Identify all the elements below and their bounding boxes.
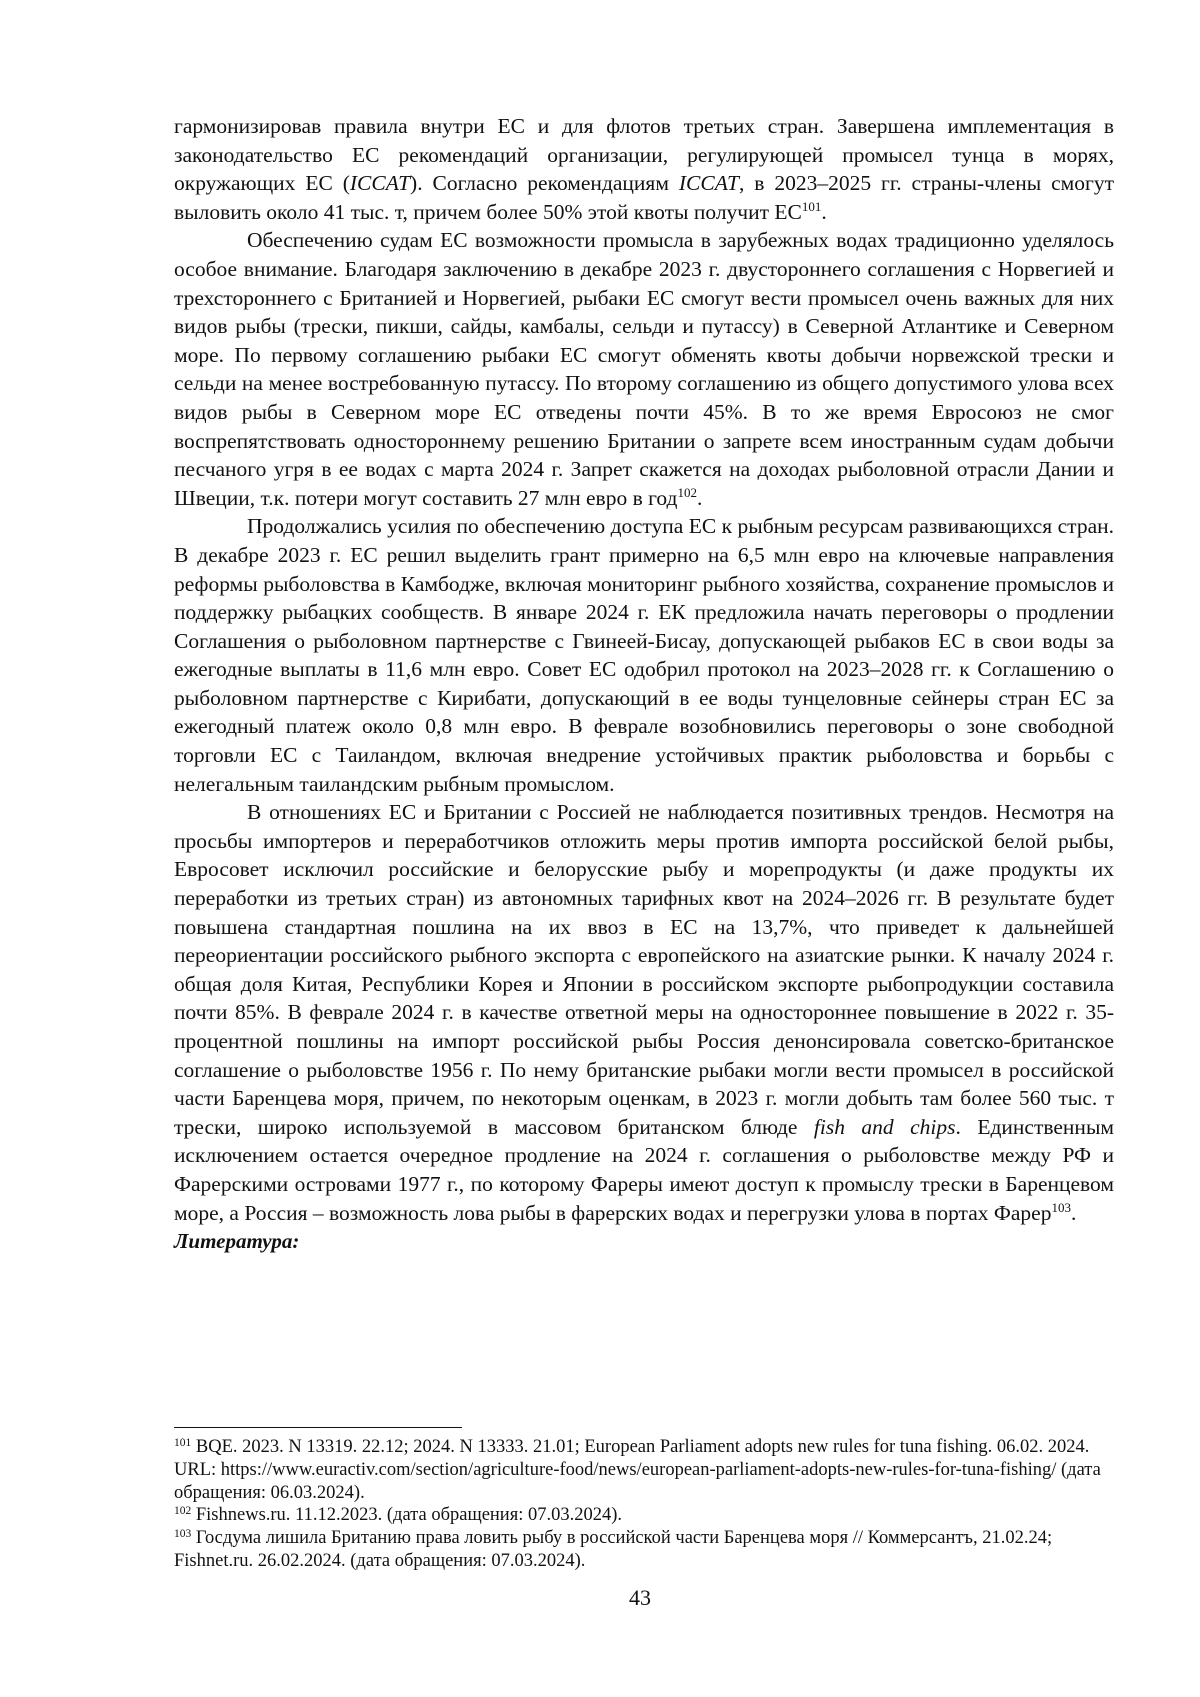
iccat-term: ICCAT [678, 171, 739, 196]
footnote-text: Fishnews.ru. 11.12.2023. (дата обращения: 07.03.2024). [191, 1505, 623, 1526]
footnote-text: BQE. 2023. N 13319. 22.12; 2024. N 13333. 21.01; European Parliament adopts new rules for tuna fishing. 06.02. 2024. URL: https://www.euractiv.com/section/agriculture-food/news/european-parliament-adopts-new-rules-for-tuna-fishing/ (дата обращения: 06.03.2024). [174, 1437, 1101, 1503]
iccat-term: ICCAT [349, 171, 411, 196]
paragraph-text: В отношениях ЕС и Британии с Россией не наблюдается позитивных трендов. Несмотря на просьбы импортеров и переработчиков отложить меры против импорта российской белой рыбы, Евросовет исключил российские и белорусские рыбу и морепродукты (и даже продукты их переработки из третьих стран) из автономных тарифных квот на 2024–2026 гг. В результате будет повышена стандартная пошлина на их ввоз в ЕС на 13,7%, что приведет к дальнейшей переориентации российского рыбного экспорта с европейского на азиатские рынки. К началу 2024 г. общая доля Китая, Республики Корея и Японии в российском экспорте рыбопродукции составила почти 85%. В феврале 2024 г. в качестве ответной меры на одностороннее повышение в 2022 г. 35-процентной пошлины на импорт российской рыбы Россия денонсировала советско-британское соглашение о рыболовстве 1956 г. По нему британские рыбаки могли вести промысел в российской части Баренцева моря, причем, по некоторым оценкам, в 2023 г. могли добыть там более 560 тыс. т трески, широко используемой в массовом британском блюде [174, 800, 1114, 1139]
footnote-ref-103[interactable]: 103 [1051, 1199, 1071, 1215]
footnote-102 [174, 1504, 1114, 1527]
paragraph-developing-countries [174, 512, 1114, 798]
paragraph-russia-relations [174, 798, 1114, 1227]
paragraph-text: Продолжались усилия по обеспечению доступа ЕС к рыбным ресурсам развивающихся стран. В декабре 2023 г. ЕС решил выделить грант примерно на 6,5 млн евро на ключевые направления реформы рыболовства в Камбодже, включая мониторинг рыбного хозяйства, сохранение промыслов и поддержку рыбацких сообществ. В январе 2024 г. ЕК предложила начать переговоры о продлении Соглашения о рыболовном партнерстве с Гвинеей-Бисау, допускающей рыбаков ЕС в свои воды за ежегодные выплаты в 11,6 млн евро. Совет ЕС одобрил протокол на 2023–2028 гг. к Соглашению о рыболовном партнерстве с Кирибати, допускающий в ее воды тунцеловные сейнеры стран ЕС за ежегодный платеж около 0,8 млн евро. В феврале возобновились переговоры о зоне свободной торговли ЕС с Таиландом, включая внедрение устойчивых практик рыболовства и борьбы с нелегальным таиландским рыбным промыслом. [174, 514, 1114, 796]
footnote-separator [174, 1427, 462, 1428]
footnote-text: Госдума лишила Британию права ловить рыбу в российской части Баренцева моря // Коммерсантъ, 21.02.24; Fishnet.ru. 26.02.2024. (дата обращения: 07.03.2024). [174, 1528, 1053, 1571]
fish-and-chips-term: fish and chips [813, 1114, 956, 1139]
paragraph-text: , в 2023–2025 гг. страны-члены смогут выловить около 41 тыс. т, причем более 50% этой квоты получит ЕС [174, 171, 1114, 224]
paragraph-text: гармонизировав правила внутри ЕС и для флотов третьих стран. Завершена имплементация в законодательство ЕС рекомендаций организации, регулирующей промысел тунца в морях, окружающих ЕС ( [174, 114, 1114, 196]
paragraph-text: . Единственным исключением остается очередное продление на 2024 г. соглашения о рыболовстве между РФ и Фарерскими островами 1977 г., по которому Фареры имеют доступ к промыслу трески в Баренцевом море, а Россия – возможность лова рыбы в фарерских водах и перегрузки улова в портах Фарер [174, 1114, 1114, 1225]
paragraph-tail: . [696, 485, 703, 510]
footnotes [174, 1436, 1114, 1573]
footnote-103 [174, 1527, 1114, 1573]
literature-heading: Литература: [174, 1229, 300, 1254]
paragraph-text: ). Согласно рекомендациям [410, 171, 679, 196]
footnote-number: 102 [174, 1505, 192, 1518]
paragraph-text: Обеспечению судам ЕС возможности промысла в зарубежных водах традиционно уделялось особое внимание. Благодаря заключению в декабре 2023 г. двустороннего соглашения с Норвегией и трехстороннего с Британией и Норвегией, рыбаки ЕС смогут вести промысел очень важных для них видов рыбы (трески, пикши, сайды, камбалы, сельди и путассу) в Северной Атлантике и Северном море. По первому соглашению рыбаки ЕС смогут обменять квоты добычи норвежской трески и сельди на менее востребованную путассу. По второму соглашению из общего допустимого улова всех видов рыбы в Северном море ЕС отведены почти 45%. В то же время Евросоюз не смог воспрепятствовать одностороннему решению Британии о запрете всем иностранным судам добычи песчаного угря в ее водах с марта 2024 г. Запрет скажется на доходах рыболовной отрасли Дании и Швеции, т.к. потери могут составить 27 млн евро в год [174, 228, 1114, 510]
footnote-ref-102[interactable]: 102 [677, 484, 697, 500]
paragraph-tail: . [821, 199, 827, 224]
footnote-101 [174, 1436, 1114, 1504]
paragraph-tuna [174, 112, 1114, 226]
paragraph-tail: . [1070, 1200, 1077, 1225]
footnote-number: 103 [174, 1528, 192, 1541]
main-text [174, 112, 1114, 1255]
footnote-number: 101 [174, 1437, 192, 1449]
page-number: 43 [629, 1585, 651, 1610]
paragraph-foreign-waters [174, 226, 1114, 512]
footnote-ref-101[interactable]: 101 [801, 198, 822, 214]
